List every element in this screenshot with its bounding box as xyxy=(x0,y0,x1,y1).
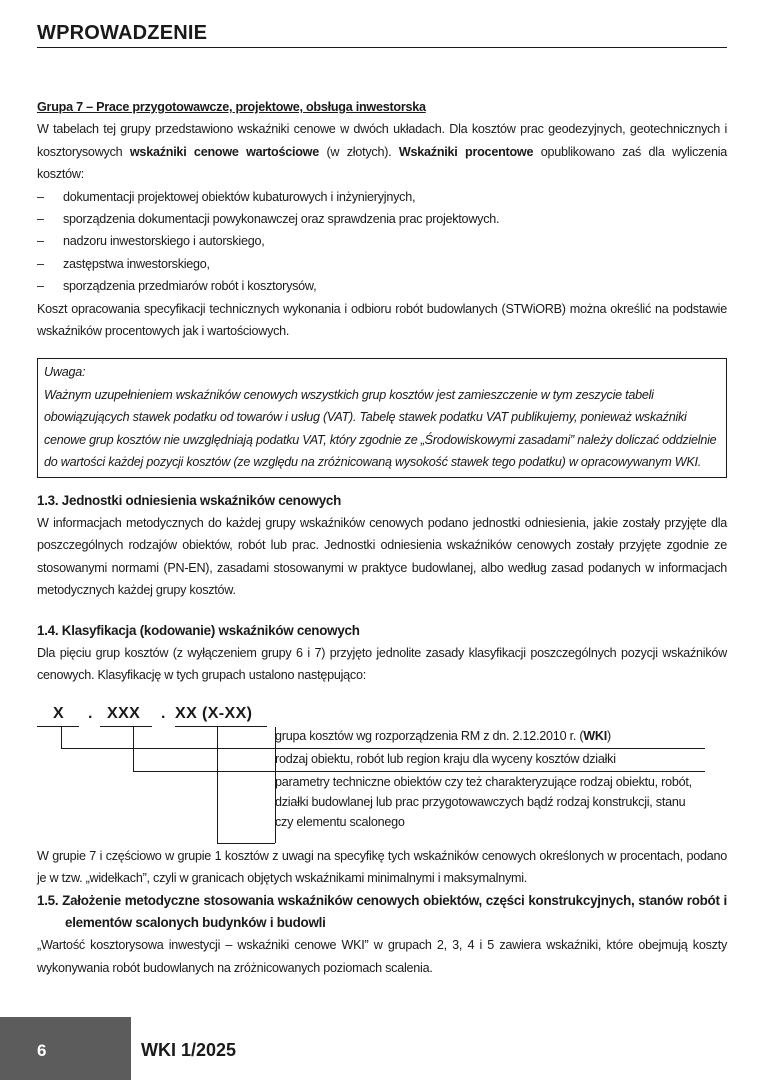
main-content xyxy=(37,96,727,979)
note-box xyxy=(37,358,727,477)
list-item-text: sporządzenia dokumentacji powykonawczej oraz sprawdzenia prac projektowych. xyxy=(63,212,500,227)
code-dot: . xyxy=(88,704,93,722)
dash-marker: – xyxy=(37,234,44,249)
section-text: W informacjach metodycznych do każdej grupy wskaźników cenowych podano jednostki odniesienia, jakie zostały przyjęte dla poszczególnych rodzajów obiektów, robót lub prac. Jednostki odniesienia wskaźników cenowych zostały przyjęte zgodnie ze stosowanymi normami (PN-EN), zasadami stosowanymi w praktyce budowlanej, albo według zasad podanych w informacjach metodycznych każdej grupy kosztów. xyxy=(37,515,727,598)
code-description-object: rodzaj obiektu, robót lub region kraju dla wyceny kosztów działki xyxy=(275,751,616,766)
group7-intro-c: (w złotych). xyxy=(318,144,399,159)
connector-line xyxy=(217,727,218,843)
group7-bullet-list xyxy=(37,186,727,298)
group7-intro-a: W tabelach tej grupy przedstawiono wskaźniki cenowe w dwóch układach. Dla kosztów prac geodezyjnych, geotechnicznych i kosztorysowych xyxy=(37,122,727,159)
list-item xyxy=(37,253,727,275)
section-text: W grupie 7 i częściowo w grupie 1 kosztów z uwagi na specyfikę tych wskaźników cenowych określonych w procentach, podano je w tzw. „widełkach”, czyli w granicach objętych wskaźnikami minimalnymi i maksymalnymi. xyxy=(37,848,727,886)
note-text: Ważnym uzupełnieniem wskaźników cenowych wszystkich grup kosztów jest zamieszczenie w tym zeszycie tabeli obowiązujących stawek podatku od towarów i usług (VAT). Tabelę stawek podatku VAT publikujemy, ponieważ wskaźniki cenowe grup kosztów nie uwzględniają podatku VAT, który zgodnie ze „Środowiskowymi zasadami” należy doliczać oddzielnie do wartości każdej pozycji kosztów (ze względu na zróżnicowaną wysokość stawek tego podatku) w opracowywanym WKI. xyxy=(44,387,717,470)
connector-line xyxy=(217,843,275,844)
code-underline xyxy=(37,726,79,728)
connector-line xyxy=(61,748,275,749)
list-item xyxy=(37,230,727,252)
code-part-parameters: XX (X-XX) xyxy=(175,704,253,722)
section-text: Dla pięciu grup kosztów (z wyłączeniem grupy 6 i 7) przyjęto jednolite zasady klasyfikacji poszczególnych pozycji wskaźników cenowych. Klasyfikację w tych grupach ustalono następująco: xyxy=(37,645,727,683)
dash-marker: – xyxy=(37,189,44,204)
section-1-3 xyxy=(37,490,727,602)
group7-intro-bold-2: Wskaźniki procentowe xyxy=(398,144,534,159)
list-item-text: dokumentacji projektowej obiektów kubaturowych i inżynieryjnych, xyxy=(63,189,416,204)
list-item-text: zastępstwa inwestorskiego, xyxy=(63,256,210,271)
connector-line xyxy=(61,727,62,748)
group7-intro-e: opublikowano zaś dla wyliczenia kosztów: xyxy=(37,144,727,182)
code-part-object: XXX xyxy=(107,704,141,722)
list-item-text: nadzoru inwestorskiego i autorskiego, xyxy=(63,234,265,249)
desc-bold: WKI xyxy=(583,728,607,743)
group7-title: Grupa 7 – Prace przygotowawcze, projektowe, obsługa inwestorska xyxy=(37,100,426,114)
note-label: Uwaga: xyxy=(44,365,86,380)
group7-closing: Koszt opracowania specyfikacji technicznych wykonania i odbioru robót budowlanych (STWiORB) można określić na podstawie wskaźników procentowych jak i wartościowych. xyxy=(37,301,727,339)
group7-intro-bold-1: wskaźniki cenowe wartościowe xyxy=(129,144,319,159)
list-item xyxy=(37,208,727,230)
dash-marker: – xyxy=(37,212,44,227)
section-heading: 1.4. Klasyfikacja (kodowanie) wskaźników cenowych xyxy=(37,622,360,638)
code-description-parameters: parametry techniczne obiektów czy też charakteryzujące rodzaj obiektu, robót, działki budowlanej lub prac przygotowawczych bądź rodzaj konstrukcji, stanu czy elementu scalonego xyxy=(275,774,692,829)
connector-line xyxy=(133,771,275,772)
dash-marker: – xyxy=(37,279,44,294)
connector-line xyxy=(133,727,134,771)
section-1-4 xyxy=(37,620,727,890)
list-item xyxy=(37,186,727,208)
dash-marker: – xyxy=(37,256,44,271)
code-description-group xyxy=(275,726,705,746)
code-dot: . xyxy=(161,704,166,722)
classification-diagram xyxy=(37,703,727,845)
code-underline xyxy=(100,726,152,728)
section-heading: 1.5. Założenie metodyczne stosowania wskaźników cenowych obiektów, części konstrukcyjnych, stanów robót i elementów scalonych budynków i budowli xyxy=(37,892,727,930)
section-heading: 1.3. Jednostki odniesienia wskaźników cenowych xyxy=(37,492,342,508)
page-title: WPROWADZENIE xyxy=(37,22,727,48)
desc-text: ) xyxy=(607,728,611,743)
list-item xyxy=(37,275,727,297)
publication-title: WKI 1/2025 xyxy=(141,1040,237,1060)
code-part-group: X xyxy=(53,704,65,722)
desc-text: grupa kosztów wg rozporządzenia RM z dn. 2.12.2010 r. ( xyxy=(275,728,584,743)
code-underline xyxy=(175,726,267,728)
list-item-text: sporządzenia przedmiarów robót i kosztorysów, xyxy=(63,279,317,294)
footer-page-block xyxy=(0,1017,131,1080)
section-text: „Wartość kosztorysowa inwestycji – wskaźniki cenowe WKI” w grupach 2, 3, 4 i 5 zawiera wskaźniki, które obejmują koszty wykonywania robót budowlanych na zróżnicowanych poziomach scalenia. xyxy=(37,938,727,975)
page-number: 6 xyxy=(37,1041,47,1060)
group7-paragraph xyxy=(37,96,727,186)
